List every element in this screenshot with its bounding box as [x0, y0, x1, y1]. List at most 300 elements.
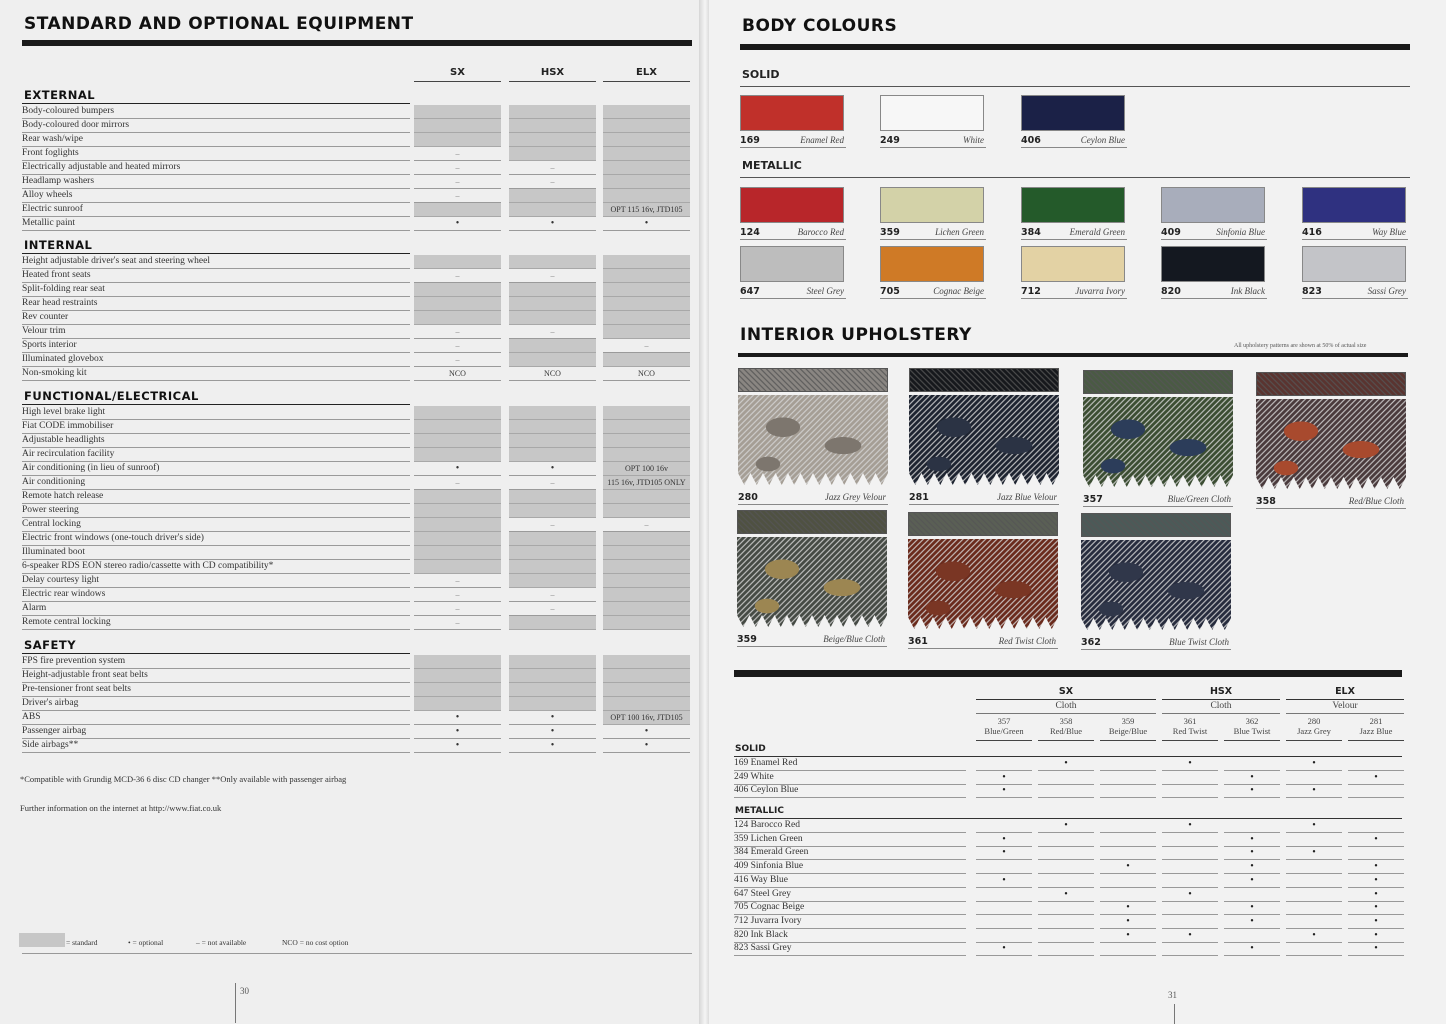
matrix-row-label: 406 Ceylon Blue [734, 785, 799, 796]
matrix-mark: • [1348, 915, 1404, 929]
cell-not-available [414, 269, 501, 283]
colour-code: 705 [880, 286, 900, 297]
cell-standard [603, 406, 690, 420]
matrix-mark: • [1038, 888, 1094, 902]
colour-name: Ink Black [1230, 286, 1265, 296]
row-label: Illuminated boot [22, 547, 86, 557]
upholstery-rule [1083, 506, 1233, 507]
section-rule [22, 404, 410, 405]
column-header-rule [414, 81, 501, 82]
table-row [22, 269, 692, 283]
matrix-empty [1348, 757, 1404, 771]
page-gutter [699, 0, 709, 1024]
cell-standard [509, 532, 596, 546]
table-row [22, 434, 692, 448]
cell-standard [509, 490, 596, 504]
legend-not-available: – = not available [196, 938, 247, 947]
colour-swatch [880, 187, 986, 238]
swatch-rule [1302, 239, 1408, 240]
cell-standard [603, 574, 690, 588]
cell-standard [414, 683, 501, 697]
matrix-mark: • [1224, 846, 1280, 860]
cell-standard [603, 105, 690, 119]
table-row [22, 490, 692, 504]
matrix-mark: • [1224, 901, 1280, 915]
matrix-row-label: 124 Barocco Red [734, 820, 800, 830]
upholstery-fabric [1083, 397, 1233, 489]
upholstery-swatch [737, 510, 887, 645]
cell-not-available [509, 518, 596, 532]
colour-name: Ceylon Blue [1080, 135, 1125, 145]
table-row [22, 725, 692, 739]
zigzag-edge [738, 473, 888, 487]
matrix-column-name: Red Twist [1172, 726, 1208, 736]
cell-standard [603, 161, 690, 175]
matrix-group-name: SX [1058, 686, 1074, 697]
matrix-trim-rule [1286, 713, 1404, 714]
matrix-mark: • [976, 784, 1032, 798]
matrix-empty [1162, 942, 1218, 956]
cell-optional [414, 725, 501, 739]
matrix-column-rule [1286, 740, 1342, 741]
cell-standard [509, 669, 596, 683]
upholstery-title: INTERIOR UPHOLSTERY [740, 325, 972, 345]
row-label: Metallic paint [22, 218, 76, 228]
colour-name: Sassi Grey [1367, 286, 1406, 296]
zigzag-edge [908, 617, 1058, 631]
cell-standard [414, 311, 501, 325]
page-number-right: 31 [1168, 990, 1177, 1000]
cell-standard [603, 616, 690, 630]
table-row [22, 189, 692, 203]
matrix-empty [1162, 915, 1218, 929]
matrix-trim-name: Cloth [1210, 701, 1232, 711]
cell-standard [509, 655, 596, 669]
column-header-rule [509, 81, 596, 82]
matrix-empty [1038, 846, 1094, 860]
row-label: Air conditioning [22, 477, 86, 487]
table-row [22, 711, 692, 725]
table-row [22, 532, 692, 546]
colour-code: 124 [740, 227, 760, 238]
matrix-column-name: Jazz Grey [1297, 726, 1331, 736]
colour-code: 823 [1302, 286, 1322, 297]
section-heading: FUNCTIONAL/ELECTRICAL [24, 389, 199, 403]
matrix-empty [1100, 942, 1156, 956]
matrix-empty [1286, 915, 1342, 929]
cell-not-available [509, 325, 596, 339]
matrix-empty [1286, 888, 1342, 902]
row-label: Air conditioning (in lieu of sunroof) [22, 463, 160, 473]
table-row [22, 476, 692, 490]
matrix-column-rule [1224, 740, 1280, 741]
cell-standard [509, 420, 596, 434]
matrix-column-code: 281 [1369, 716, 1383, 726]
upholstery-code: 362 [1081, 637, 1101, 648]
cell-standard [603, 683, 690, 697]
cell-standard [603, 560, 690, 574]
colour-code: 409 [1161, 227, 1181, 238]
cell-optional [414, 217, 501, 231]
cell-not-available [509, 175, 596, 189]
matrix-row [734, 901, 1402, 915]
matrix-empty [1100, 757, 1156, 771]
cell-optional [414, 739, 501, 753]
colour-swatch [1302, 187, 1408, 238]
colour-chip [880, 187, 984, 223]
table-row [22, 217, 692, 231]
table-row [22, 119, 692, 133]
cell-optional [509, 711, 596, 725]
matrix-group-name: ELX [1335, 686, 1355, 697]
matrix-group-name: HSX [1209, 686, 1233, 697]
matrix-column-name: Beige/Blue [1108, 726, 1148, 736]
matrix-empty [1286, 901, 1342, 915]
matrix-empty [1224, 888, 1280, 902]
table-row [22, 147, 692, 161]
cell-not-available [414, 616, 501, 630]
row-label: Illuminated glovebox [22, 354, 104, 364]
matrix-mark: • [1224, 874, 1280, 888]
colour-swatch [1302, 246, 1408, 297]
matrix-mark: • [1286, 819, 1342, 833]
cell-standard [509, 105, 596, 119]
upholstery-name: Red Twist Cloth [998, 636, 1056, 646]
matrix-mark: • [1038, 757, 1094, 771]
legend-standard: = standard [66, 938, 98, 947]
cell-optional [509, 462, 596, 476]
matrix-row [734, 819, 1402, 833]
cell-standard [603, 697, 690, 711]
cell-standard [603, 546, 690, 560]
matrix-mark: • [1100, 915, 1156, 929]
matrix-mark: • [976, 846, 1032, 860]
colour-chip [1021, 246, 1125, 282]
row-label: Rear head restraints [22, 298, 98, 308]
zigzag-edge [737, 615, 887, 629]
matrix-row-label: 416 Way Blue [734, 874, 788, 885]
upholstery-fabric [738, 395, 888, 487]
matrix-mark: • [1348, 901, 1404, 915]
cell-standard [603, 133, 690, 147]
matrix-mark: • [1100, 901, 1156, 915]
cell-standard [414, 518, 501, 532]
matrix-row-label: 384 Emerald Green [734, 847, 809, 858]
row-label: Electric sunroof [22, 204, 83, 214]
upholstery-strip [1256, 372, 1406, 396]
column-header-1: HSX [540, 67, 565, 78]
colour-name: Sinfonia Blue [1216, 227, 1265, 237]
matrix-row [734, 833, 1402, 847]
cell-not-available [509, 588, 596, 602]
row-label: Side airbags** [22, 740, 79, 750]
metallic-rule [740, 177, 1410, 178]
cell-standard [603, 255, 690, 269]
cell-standard [414, 448, 501, 462]
matrix-empty [976, 901, 1032, 915]
cell-standard [414, 283, 501, 297]
row-label: ABS [22, 712, 41, 722]
matrix-empty [1038, 901, 1094, 915]
matrix-empty [1038, 860, 1094, 874]
cell-standard [509, 434, 596, 448]
cell-standard [414, 697, 501, 711]
matrix-column-header [1162, 716, 1218, 736]
colour-swatch [880, 246, 986, 297]
table-row [22, 588, 692, 602]
table-row [22, 297, 692, 311]
colour-code: 416 [1302, 227, 1322, 238]
upholstery-code: 357 [1083, 494, 1103, 505]
matrix-column-rule [1038, 740, 1094, 741]
cell-optional [414, 462, 501, 476]
matrix-row [734, 784, 1402, 798]
cell-value: OPT 100 16v [603, 462, 690, 476]
colour-swatch [1161, 246, 1267, 297]
upholstery-code: 281 [909, 492, 929, 503]
metallic-label: METALLIC [742, 159, 802, 172]
matrix-row [734, 846, 1402, 860]
table-row [22, 448, 692, 462]
matrix-mark: • [1286, 846, 1342, 860]
cell-not-available [509, 476, 596, 490]
cell-not-available [414, 476, 501, 490]
matrix-mark: • [1100, 860, 1156, 874]
row-label: Air recirculation facility [22, 449, 115, 459]
swatch-rule [880, 239, 986, 240]
cell-standard [603, 353, 690, 367]
colour-swatch [1161, 187, 1267, 238]
cell-standard [414, 546, 501, 560]
row-label: Split-folding rear seat [22, 284, 105, 294]
cell-not-available [603, 518, 690, 532]
matrix-mark: • [1162, 819, 1218, 833]
table-row [22, 616, 692, 630]
cell-standard [603, 655, 690, 669]
matrix-row [734, 942, 1402, 956]
row-label: Headlamp washers [22, 176, 95, 186]
cell-standard [603, 448, 690, 462]
table-row [22, 353, 692, 367]
cell-standard [509, 546, 596, 560]
colour-chip [740, 95, 844, 131]
cell-standard [509, 203, 596, 217]
matrix-empty [976, 757, 1032, 771]
row-label: Driver's airbag [22, 698, 79, 708]
matrix-column-rule [1162, 740, 1218, 741]
matrix-row [734, 757, 1402, 771]
matrix-group-rule [976, 699, 1156, 700]
column-header-rule [603, 81, 690, 82]
cell-standard [414, 297, 501, 311]
upholstery-code: 359 [737, 634, 757, 645]
table-row [22, 311, 692, 325]
row-label: High level brake light [22, 407, 106, 417]
matrix-mark: • [1100, 929, 1156, 943]
row-label: Pre-tensioner front seat belts [22, 684, 131, 694]
equipment-title: STANDARD AND OPTIONAL EQUIPMENT [24, 14, 414, 34]
cell-standard [603, 325, 690, 339]
table-row [22, 339, 692, 353]
colour-chip [1021, 95, 1125, 131]
row-rule [22, 230, 410, 231]
cell-standard [603, 420, 690, 434]
matrix-mark: • [1162, 888, 1218, 902]
row-label: Height-adjustable front seat belts [22, 670, 148, 680]
cell-standard [414, 420, 501, 434]
upholstery-swatch [1256, 372, 1406, 507]
matrix-empty [1100, 874, 1156, 888]
matrix-row [734, 874, 1402, 888]
matrix-empty [1286, 860, 1342, 874]
matrix-column-code: 280 [1307, 716, 1321, 726]
matrix-mark: • [1286, 757, 1342, 771]
swatch-rule [1021, 147, 1127, 148]
cell-standard [414, 105, 501, 119]
matrix-empty [1348, 846, 1404, 860]
cell-standard [509, 339, 596, 353]
upholstery-strip [737, 510, 887, 534]
swatch-rule [880, 147, 986, 148]
matrix-empty [1100, 833, 1156, 847]
cell-standard [509, 560, 596, 574]
matrix-column-name: Red/Blue [1049, 726, 1083, 736]
upholstery-fabric [909, 395, 1059, 487]
cell-standard [509, 616, 596, 630]
matrix-empty [976, 819, 1032, 833]
body-colours-bar [740, 44, 1410, 50]
table-row [22, 255, 692, 269]
colour-chip [1161, 246, 1265, 282]
matrix-empty [1038, 915, 1094, 929]
matrix-mark: • [1224, 942, 1280, 956]
colour-chip [1302, 246, 1406, 282]
upholstery-swatch [908, 512, 1058, 647]
upholstery-rule [909, 504, 1059, 505]
matrix-empty [1224, 819, 1280, 833]
matrix-row [734, 888, 1402, 902]
matrix-row-label: 249 White [734, 771, 774, 782]
matrix-empty [1348, 819, 1404, 833]
upholstery-swatch [909, 368, 1059, 503]
matrix-mark: • [1224, 833, 1280, 847]
matrix-empty [1038, 942, 1094, 956]
colour-chip [1302, 187, 1406, 223]
cell-standard [509, 574, 596, 588]
upholstery-strip [908, 512, 1058, 536]
colour-code: 712 [1021, 286, 1041, 297]
section-rule [22, 653, 410, 654]
cell-standard [509, 448, 596, 462]
colour-swatch [1021, 187, 1127, 238]
matrix-mark: • [1224, 771, 1280, 785]
table-row [22, 697, 692, 711]
colour-name: Barocco Red [797, 227, 844, 237]
row-label: Electric front windows (one-touch driver's side) [22, 533, 204, 543]
cell-standard [509, 283, 596, 297]
matrix-mark: • [976, 942, 1032, 956]
matrix-empty [1224, 757, 1280, 771]
footer-rule [22, 953, 692, 954]
matrix-row-label: 359 Lichen Green [734, 833, 803, 844]
cell-standard [414, 133, 501, 147]
matrix-empty [1162, 860, 1218, 874]
zigzag-edge [1081, 618, 1231, 632]
page-number-tick [235, 983, 236, 1023]
cell-not-available [414, 353, 501, 367]
upholstery-code: 358 [1256, 496, 1276, 507]
colour-name: Lichen Green [935, 227, 984, 237]
upholstery-code: 280 [738, 492, 758, 503]
matrix-group-rule [1162, 699, 1280, 700]
cell-standard [603, 588, 690, 602]
cell-not-available [603, 339, 690, 353]
cell-not-available [414, 574, 501, 588]
colour-swatch [740, 246, 846, 297]
matrix-mark: • [1224, 860, 1280, 874]
cell-value: OPT 115 16v, JTD105 [603, 203, 690, 217]
table-row [22, 683, 692, 697]
section-rule [22, 253, 410, 254]
matrix-empty [1038, 874, 1094, 888]
cell-not-available [414, 161, 501, 175]
zigzag-edge [1256, 477, 1406, 491]
swatch-rule [740, 147, 846, 148]
cell-standard [414, 669, 501, 683]
cell-not-available [414, 147, 501, 161]
matrix-empty [976, 929, 1032, 943]
matrix-column-rule [1100, 740, 1156, 741]
matrix-row-rule [734, 797, 966, 798]
row-label: Sports interior [22, 340, 77, 350]
swatch-rule [740, 239, 846, 240]
cell-not-available [414, 588, 501, 602]
matrix-column-rule [976, 740, 1032, 741]
colour-code: 647 [740, 286, 760, 297]
upholstery-rule [908, 648, 1058, 649]
column-header-2: ELX [636, 67, 657, 78]
matrix-trim-rule [976, 713, 1156, 714]
cell-standard [603, 602, 690, 616]
cell-standard [414, 203, 501, 217]
cell-standard [509, 255, 596, 269]
matrix-empty [976, 888, 1032, 902]
row-label: Power steering [22, 505, 79, 515]
colour-code: 359 [880, 227, 900, 238]
swatch-rule [1021, 239, 1127, 240]
swatch-rule [1161, 239, 1267, 240]
matrix-empty [1286, 771, 1342, 785]
matrix-empty [1100, 819, 1156, 833]
matrix-mark: • [976, 874, 1032, 888]
table-row [22, 105, 692, 119]
row-label: Velour trim [22, 326, 66, 336]
cell-optional [509, 725, 596, 739]
title-bar [22, 40, 692, 46]
matrix-column-code: 362 [1245, 716, 1259, 726]
cell-standard [509, 297, 596, 311]
matrix-mark: • [1162, 757, 1218, 771]
table-row [22, 574, 692, 588]
row-label: Central locking [22, 519, 81, 529]
colour-name: Juvarra Ivory [1075, 286, 1125, 296]
matrix-mark: • [1224, 784, 1280, 798]
matrix-empty [1038, 771, 1094, 785]
matrix-row [734, 771, 1402, 785]
zigzag-edge [909, 473, 1059, 487]
cell-optional [414, 711, 501, 725]
colour-name: Enamel Red [800, 135, 844, 145]
